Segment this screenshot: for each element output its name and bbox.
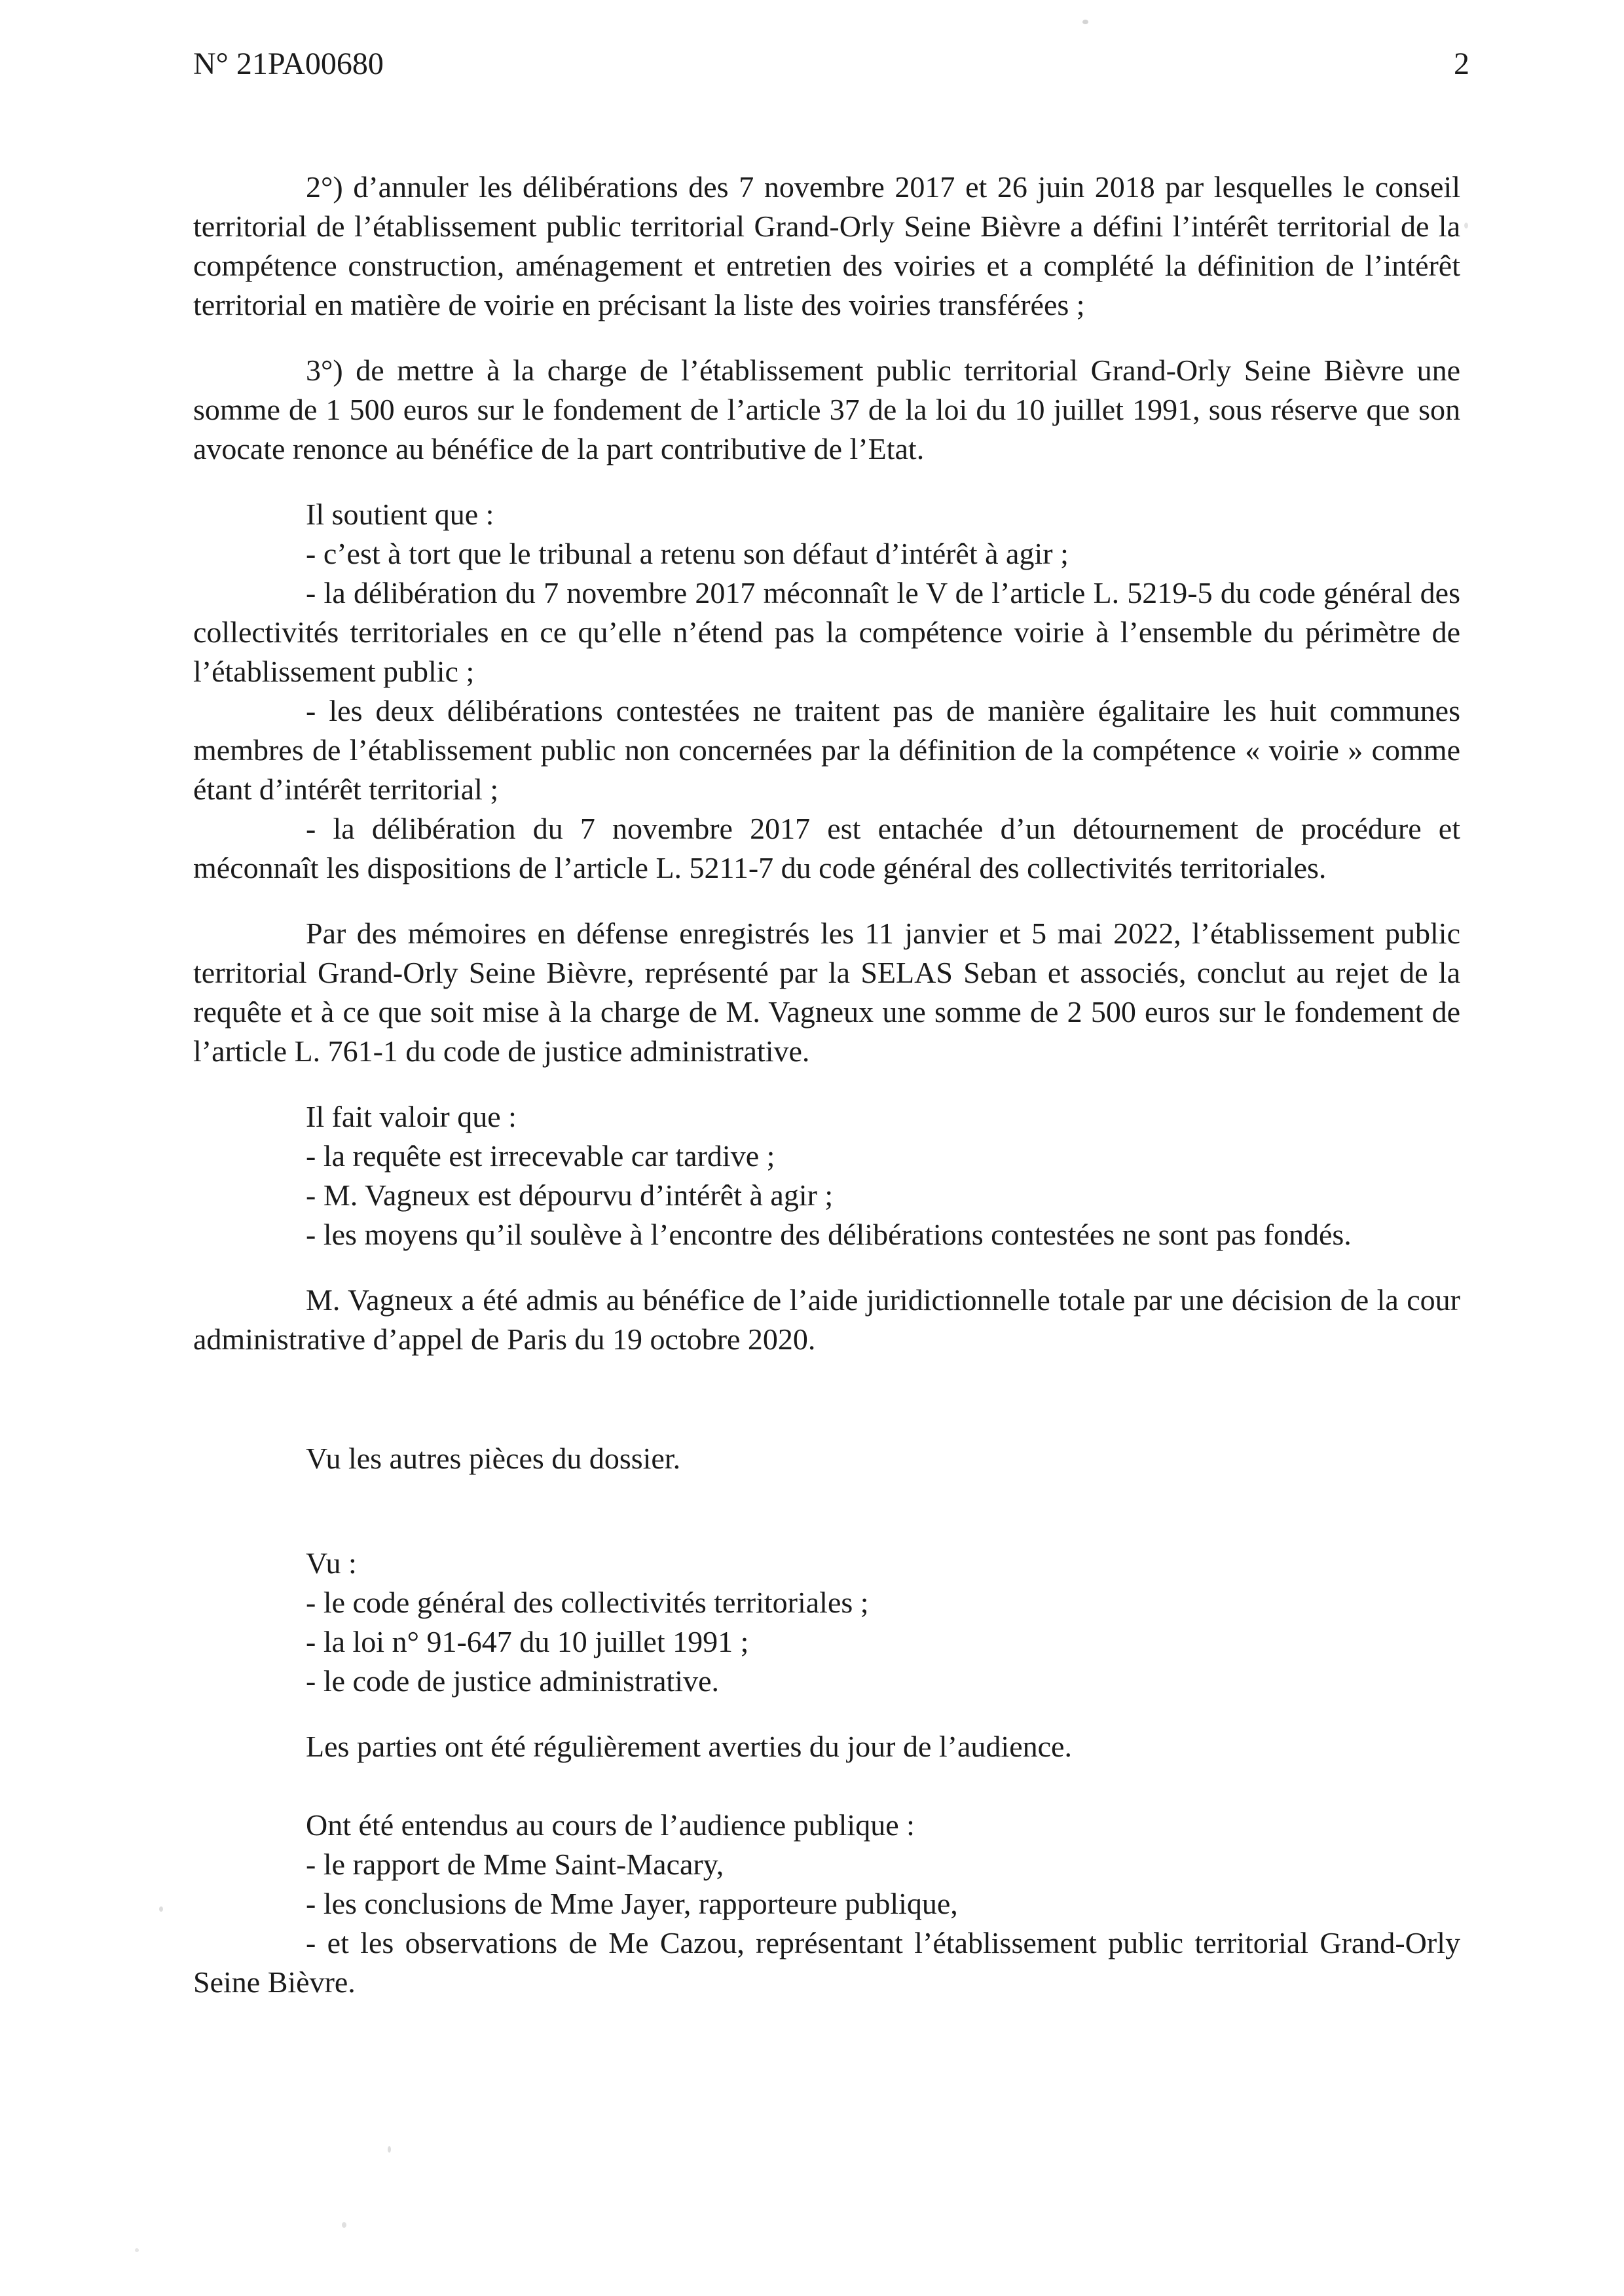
scan-speck <box>1082 20 1088 24</box>
section-legal-references <box>193 1544 1460 1701</box>
legal-reference-item: - la loi n° 91-647 du 10 juillet 1991 ; <box>306 1625 749 1658</box>
defense-argument-item: - les moyens qu’il soulève à l’encontre des délibérations contestées ne sont pas fondés. <box>306 1218 1352 1251</box>
section-defense-arguments <box>193 1097 1460 1254</box>
argument-item: - c’est à tort que le tribunal a retenu son défaut d’intérêt à agir ; <box>306 537 1069 570</box>
paragraph-request-2: 2°) d’annuler les délibérations des 7 novembre 2017 et 26 juin 2018 par lesquelles le conseil territorial de l’établissement public territorial Grand-Orly Seine Bièvre a défini l’intérêt territorial de la compétence construction, aménagement et entretien des voiries et a complété la définition de l’intérêt territorial en matière de voirie en précisant la liste des voiries transférées ; <box>193 170 1460 321</box>
argument-item: - la délibération du 7 novembre 2017 méconnaît le V de l’article L. 5219-5 du code général des collectivités territoriales en ce qu’elle n’étend pas la compétence voirie à l’ensemble du périmètre de l’établissement public ; <box>193 576 1460 688</box>
hearing-intro: Ont été entendus au cours de l’audience publique : <box>306 1808 915 1842</box>
defense-argument-item: - M. Vagneux est dépourvu d’intérêt à agir ; <box>306 1178 834 1212</box>
defense-argument-item: - la requête est irrecevable car tardive ; <box>306 1139 775 1173</box>
defense-arguments-intro: Il fait valoir que : <box>306 1100 517 1133</box>
appellant-arguments-intro: Il soutient que : <box>306 498 494 531</box>
paragraph-parties-notified: Les parties ont été régulièrement averties du jour de l’audience. <box>306 1730 1072 1763</box>
section-appellant-arguments <box>193 495 1460 888</box>
argument-item: - la délibération du 7 novembre 2017 est entachée d’un détournement de procédure et méconnaît les dispositions de l’article L. 5211-7 du code général des collectivités territoriales. <box>193 812 1460 884</box>
argument-item: - les deux délibérations contestées ne traitent pas de manière égalitaire les huit communes membres de l’établissement public non concernées par la définition de la compétence « voirie » comme étant d’intérêt territorial ; <box>193 694 1460 806</box>
hearing-item: - et les observations de Me Cazou, représentant l’établissement public territorial Grand-Orly Seine Bièvre. <box>193 1926 1460 1999</box>
scan-speck <box>342 2222 346 2228</box>
legal-reference-item: - le code de justice administrative. <box>306 1664 719 1698</box>
scan-speck <box>388 2146 391 2153</box>
case-number: N° 21PA00680 <box>193 46 384 81</box>
page-header <box>193 45 1469 84</box>
legal-reference-item: - le code général des collectivités territoriales ; <box>306 1586 869 1619</box>
scan-speck <box>135 2248 139 2252</box>
scan-speck <box>159 1906 163 1912</box>
paragraph-other-documents: Vu les autres pièces du dossier. <box>306 1442 681 1475</box>
hearing-item: - le rapport de Mme Saint-Macary, <box>306 1848 724 1881</box>
legal-references-intro: Vu : <box>306 1546 357 1580</box>
section-hearing <box>193 1806 1460 2002</box>
paragraph-request-3: 3°) de mettre à la charge de l’établissement public territorial Grand-Orly Seine Bièvre une somme de 1 500 euros sur le fondement de l’article 37 de la loi du 10 juillet 1991, sous réserve que son avocate renonce au bénéfice de la part contributive de l’Etat. <box>193 354 1460 465</box>
paragraph-legal-aid: M. Vagneux a été admis au bénéfice de l’aide juridictionnelle totale par une décision de la cour administrative d’appel de Paris du 19 octobre 2020. <box>193 1283 1460 1356</box>
hearing-item: - les conclusions de Mme Jayer, rapporteure publique, <box>306 1887 958 1920</box>
scan-speck <box>1464 223 1468 228</box>
document-body <box>193 168 1460 2002</box>
page-number: 2 <box>1454 46 1469 81</box>
paragraph-defense-memoirs: Par des mémoires en défense enregistrés les 11 janvier et 5 mai 2022, l’établissement public territorial Grand-Orly Seine Bièvre, représenté par la SELAS Seban et associés, conclut au rejet de la requête et à ce que soit mise à la charge de M. Vagneux une somme de 2 500 euros sur le fondement de l’article L. 761-1 du code de justice administrative. <box>193 917 1460 1068</box>
